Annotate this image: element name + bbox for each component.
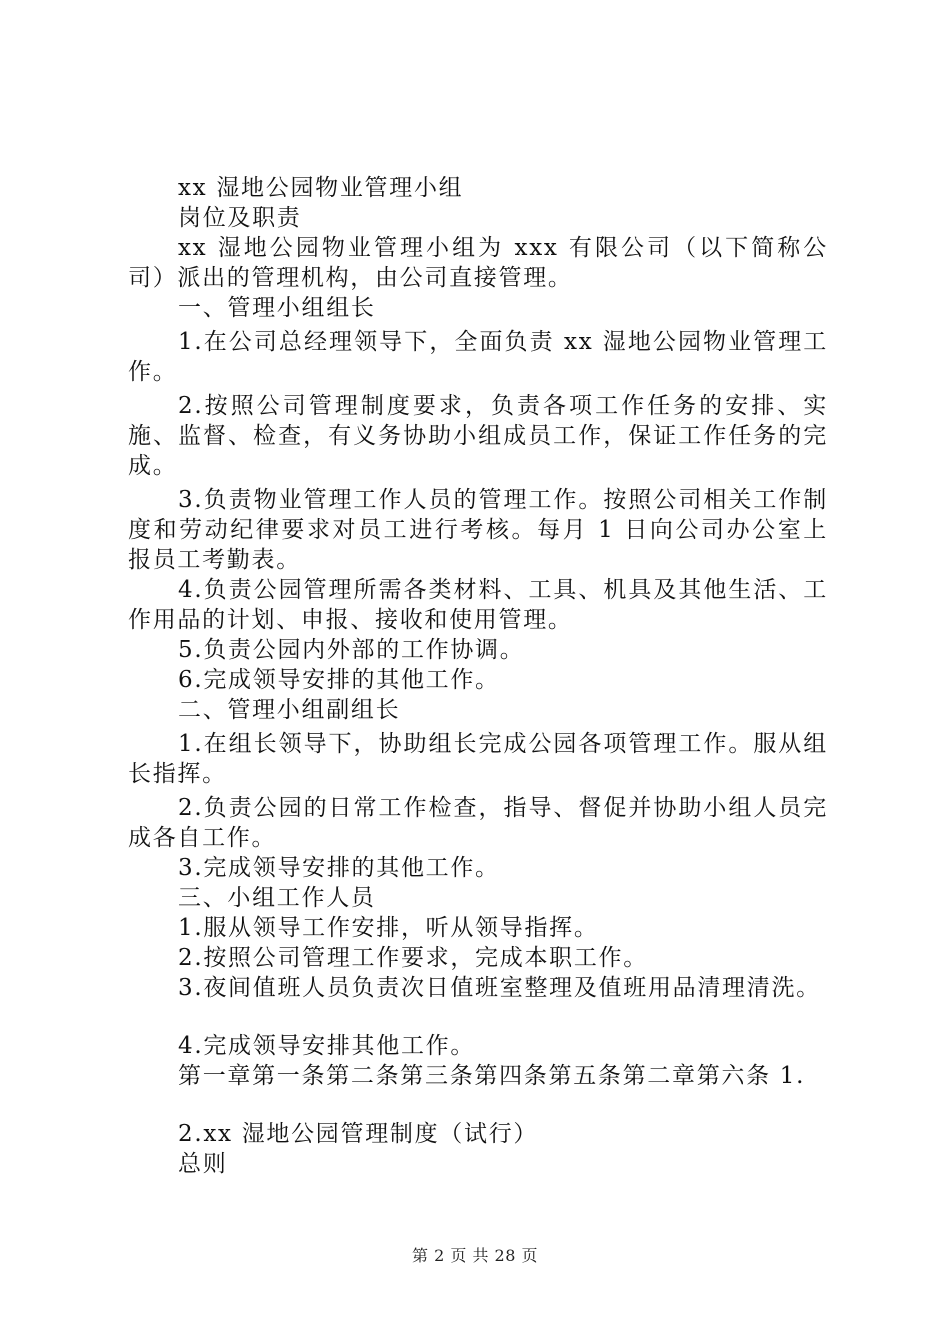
- regulation-title: 2.xx 湿地公园管理制度（试行）: [178, 1121, 539, 1147]
- intro-paragraph: xx 湿地公园物业管理小组为 xxx 有限公司（以下简称公司）派出的管理机构，由公司直接管理。: [128, 235, 828, 291]
- list-item: 1.服从领导工作安排，听从领导指挥。: [178, 915, 599, 941]
- document-body: [128, 173, 828, 1179]
- chapters-line: 第一章第一条第二条第三条第四条第五条第二章第六条 1.: [178, 1063, 806, 1089]
- list-item: 2.按照公司管理工作要求，完成本职工作。: [178, 945, 648, 971]
- list-item: 4.完成领导安排其他工作。: [178, 1033, 476, 1059]
- list-item: 5.负责公园内外部的工作协调。: [178, 637, 525, 663]
- list-item: 1.在公司总经理领导下，全面负责 xx 湿地公园物业管理工作。: [128, 329, 828, 385]
- list-item: 3.负责物业管理工作人员的管理工作。按照公司相关工作制度和劳动纪律要求对员工进行考核。每月 1 日向公司办公室上报员工考勤表。: [128, 487, 828, 573]
- list-item: 6.完成领导安排的其他工作。: [178, 667, 500, 693]
- list-item: 2.按照公司管理制度要求，负责各项工作任务的安排、实施、监督、检查，有义务协助小组成员工作，保证工作任务的完成。: [128, 393, 828, 479]
- section-heading-leader: 一、管理小组组长: [178, 295, 376, 321]
- page-indicator: 第 2 页 共 28 页: [412, 1246, 538, 1265]
- list-item: 3.夜间值班人员负责次日值班室整理及值班用品清理清洗。: [178, 975, 821, 1001]
- document-title: xx 湿地公园物业管理小组: [178, 175, 464, 201]
- section-heading-deputy: 二、管理小组副组长: [178, 697, 401, 723]
- document-subtitle: 岗位及职责: [178, 205, 302, 231]
- list-item: 4.负责公园管理所需各类材料、工具、机具及其他生活、工作用品的计划、申报、接收和使用管理。: [128, 577, 828, 633]
- list-item: 3.完成领导安排的其他工作。: [178, 855, 500, 881]
- section-heading-staff: 三、小组工作人员: [178, 885, 376, 911]
- list-item: 1.在组长领导下，协助组长完成公园各项管理工作。服从组长指挥。: [128, 731, 828, 787]
- list-item: 2.负责公园的日常工作检查，指导、督促并协助小组人员完成各自工作。: [128, 795, 828, 851]
- general-principles-heading: 总则: [178, 1151, 228, 1177]
